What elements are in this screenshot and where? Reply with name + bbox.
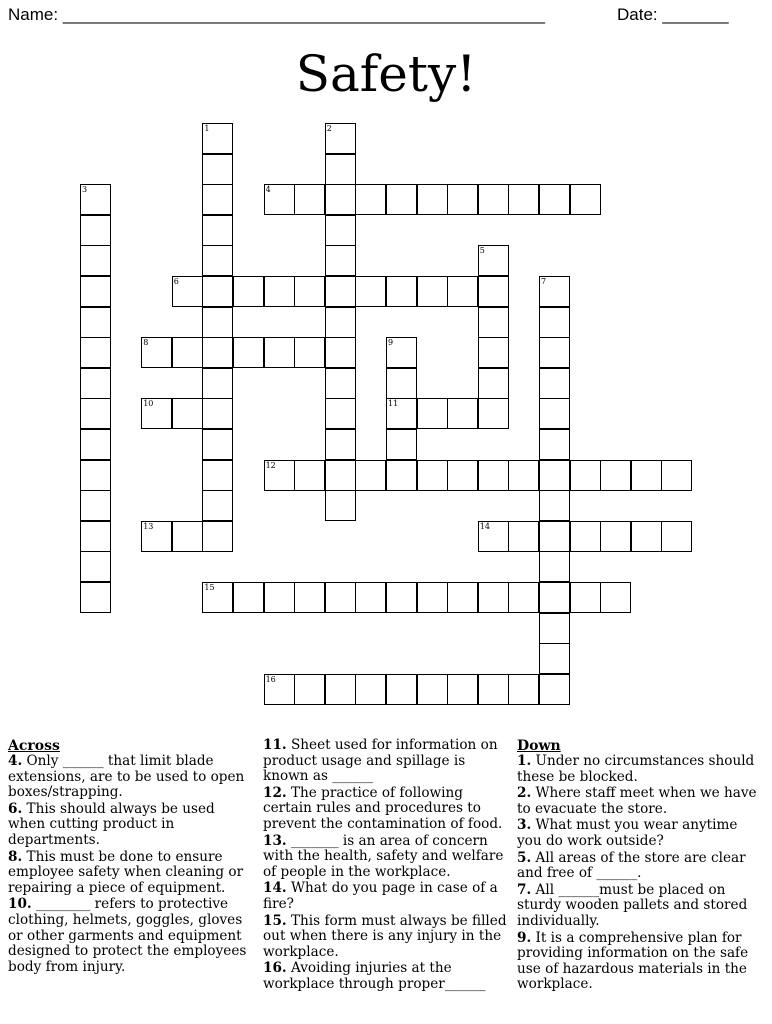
crossword-cell[interactable]	[141, 398, 172, 429]
crossword-cell[interactable]	[508, 582, 539, 613]
crossword-cell[interactable]	[325, 154, 356, 185]
clue-item-text: Avoiding injuries at the workplace through proper______	[263, 960, 486, 992]
crossword-cell[interactable]	[539, 337, 570, 368]
clue-number: 5	[479, 246, 485, 256]
across-clues-column-1	[8, 738, 248, 976]
clue-item-text: Where staff meet when we have to evacuate the store.	[517, 785, 757, 817]
clue-number: 1	[204, 124, 210, 133]
crossword-cell[interactable]	[80, 490, 111, 521]
crossword-cell[interactable]	[570, 521, 601, 552]
crossword-cell[interactable]	[539, 643, 570, 674]
crossword-cell[interactable]	[202, 123, 233, 154]
clue-item-number: 12.	[263, 784, 287, 801]
clue-item	[8, 850, 248, 897]
clue-item-number: 10.	[8, 896, 32, 913]
clue-number: 6	[173, 277, 179, 286]
clue-number: 12	[265, 460, 276, 470]
crossword-cell[interactable]	[447, 674, 478, 705]
clue-item-number: 13.	[263, 832, 287, 849]
crossword-cell[interactable]	[233, 337, 264, 368]
crossword-cell[interactable]	[202, 368, 233, 399]
crossword-cell[interactable]	[202, 582, 233, 613]
crossword-cell[interactable]	[325, 245, 356, 276]
crossword-cell[interactable]	[325, 184, 356, 215]
crossword-cell[interactable]	[355, 276, 386, 307]
crossword-cell[interactable]	[539, 521, 570, 552]
date-label: Date:	[617, 5, 658, 24]
crossword-cell[interactable]	[202, 215, 233, 246]
crossword-cell[interactable]	[539, 429, 570, 460]
clue-item-text: ________ refers to protective clothing, helmets, goggles, gloves or other garments and equipment designed to protect the employees body from injury.	[8, 896, 247, 975]
clue-item-text: This should always be used when cutting product in departments.	[8, 800, 215, 848]
crossword-cell[interactable]	[570, 582, 601, 613]
crossword-cell[interactable]	[325, 674, 356, 705]
crossword-cell[interactable]	[631, 460, 662, 491]
crossword-cell[interactable]	[355, 184, 386, 215]
crossword-cell[interactable]	[202, 307, 233, 338]
clue-item	[8, 754, 248, 801]
clue-item	[517, 754, 762, 785]
clue-item	[8, 897, 248, 975]
crossword-cell[interactable]	[202, 429, 233, 460]
clue-item-text: It is a comprehensive plan for providing information on the safe use of hazardous materials in the workplace.	[517, 929, 749, 993]
crossword-cell[interactable]	[539, 490, 570, 521]
crossword-cell[interactable]	[294, 582, 325, 613]
crossword-cell[interactable]	[264, 276, 295, 307]
crossword-cell[interactable]	[447, 398, 478, 429]
crossword-cell[interactable]	[386, 184, 417, 215]
crossword-cell[interactable]	[325, 490, 356, 521]
crossword-cell[interactable]	[600, 582, 631, 613]
clue-number: 13	[143, 521, 154, 531]
down-heading: Down	[517, 738, 561, 754]
crossword-cell[interactable]	[386, 368, 417, 399]
clue-item-text: What do you page in case of a fire?	[263, 880, 498, 912]
clue-item-number: 2.	[517, 785, 532, 802]
crossword-cell[interactable]	[386, 674, 417, 705]
clue-item-text: What must you wear anytime you do work outside?	[517, 817, 738, 849]
crossword-cell[interactable]	[478, 521, 509, 552]
crossword-cell[interactable]	[478, 460, 509, 491]
crossword-cell[interactable]	[80, 429, 111, 460]
crossword-cell[interactable]	[172, 276, 203, 307]
clue-number: 7	[541, 277, 547, 286]
crossword-cell[interactable]	[294, 184, 325, 215]
crossword-cell[interactable]	[539, 276, 570, 307]
crossword-cell[interactable]	[141, 521, 172, 552]
clue-item-number: 4.	[8, 753, 23, 769]
crossword-cell[interactable]	[264, 582, 295, 613]
crossword-cell[interactable]	[80, 245, 111, 276]
crossword-cell[interactable]	[264, 460, 295, 491]
crossword-cell[interactable]	[202, 184, 233, 215]
clue-item-number: 8.	[8, 848, 23, 865]
clue-number: 3	[82, 185, 88, 195]
clue-item-text: _______ is an area of concern with the health, safety and welfare of people in the workplace.	[263, 832, 504, 880]
crossword-cell[interactable]	[294, 337, 325, 368]
crossword-cell[interactable]	[417, 184, 448, 215]
crossword-cell[interactable]	[325, 123, 356, 154]
crossword-cell[interactable]	[386, 337, 417, 368]
clue-item-number: 1.	[517, 753, 532, 769]
crossword-cell[interactable]	[539, 551, 570, 582]
crossword-cell[interactable]	[570, 184, 601, 215]
crossword-cell[interactable]	[447, 460, 478, 491]
clue-number: 11	[388, 399, 399, 409]
crossword-cell[interactable]	[294, 674, 325, 705]
crossword-cell[interactable]	[172, 398, 203, 429]
clue-item-number: 6.	[8, 800, 23, 817]
crossword-cell[interactable]	[80, 368, 111, 399]
crossword-cell[interactable]	[386, 429, 417, 460]
crossword-cell[interactable]	[631, 521, 662, 552]
clue-item-text: All ______must be placed on sturdy wooden pallets and stored individually.	[517, 881, 748, 929]
crossword-cell[interactable]	[478, 307, 509, 338]
crossword-cell[interactable]	[417, 582, 448, 613]
crossword-cell[interactable]	[539, 184, 570, 215]
clue-number: 2	[326, 124, 332, 133]
crossword-cell[interactable]	[80, 215, 111, 246]
crossword-cell[interactable]	[80, 184, 111, 215]
crossword-cell[interactable]	[539, 674, 570, 705]
clue-item-text: The practice of following certain rules and procedures to prevent the contamination of food.	[263, 784, 503, 832]
crossword-cell[interactable]	[202, 245, 233, 276]
date-line: _______	[662, 5, 729, 24]
crossword-cell[interactable]	[325, 368, 356, 399]
crossword-cell[interactable]	[325, 307, 356, 338]
down-clues-column	[517, 738, 762, 994]
crossword-cell[interactable]	[508, 460, 539, 491]
crossword-cell[interactable]	[478, 398, 509, 429]
crossword-cell[interactable]	[172, 337, 203, 368]
page-title: Safety!	[295, 45, 477, 103]
clue-number: 8	[143, 338, 149, 348]
crossword-cell[interactable]	[80, 460, 111, 491]
crossword-cell[interactable]	[325, 215, 356, 246]
clue-item-number: 11.	[263, 737, 287, 753]
crossword-cell[interactable]	[417, 276, 448, 307]
crossword-cell[interactable]	[80, 337, 111, 368]
crossword-cell[interactable]	[539, 398, 570, 429]
clue-item-number: 9.	[517, 929, 532, 946]
crossword-cell[interactable]	[325, 398, 356, 429]
crossword-cell[interactable]	[478, 276, 509, 307]
clue-item	[517, 818, 762, 849]
crossword-cell[interactable]	[202, 154, 233, 185]
crossword-cell[interactable]	[172, 521, 203, 552]
crossword-cell[interactable]	[539, 368, 570, 399]
clue-item	[263, 834, 508, 881]
crossword-cell[interactable]	[294, 276, 325, 307]
crossword-cell[interactable]	[325, 337, 356, 368]
crossword-cell[interactable]	[600, 521, 631, 552]
clue-item	[517, 851, 762, 882]
crossword-cell[interactable]	[355, 460, 386, 491]
clue-item-text: This must be done to ensure employee safety when cleaning or repairing a piece of equipment.	[8, 848, 244, 896]
clue-item-number: 5.	[517, 849, 532, 866]
across-clues-column-2	[263, 738, 508, 994]
crossword-cell[interactable]	[478, 337, 509, 368]
crossword-cell[interactable]	[80, 276, 111, 307]
crossword-cell[interactable]	[202, 276, 233, 307]
clue-number: 15	[204, 583, 215, 592]
clue-number: 14	[479, 521, 490, 531]
clue-item-text: Under no circumstances should these be blocked.	[517, 753, 755, 785]
crossword-cell[interactable]	[80, 398, 111, 429]
crossword-cell[interactable]	[325, 582, 356, 613]
clue-item-number: 3.	[517, 817, 532, 834]
crossword-cell[interactable]	[417, 460, 448, 491]
crossword-cell[interactable]	[600, 460, 631, 491]
crossword-cell[interactable]	[325, 460, 356, 491]
crossword-cell[interactable]	[264, 184, 295, 215]
name-label: Name:	[8, 5, 59, 24]
clue-item	[263, 881, 508, 912]
clue-item-number: 15.	[263, 912, 287, 929]
clue-item	[263, 738, 508, 785]
crossword-cell[interactable]	[233, 276, 264, 307]
crossword-cell[interactable]	[386, 276, 417, 307]
crossword-cell[interactable]	[355, 582, 386, 613]
clue-item	[263, 786, 508, 833]
crossword-cell[interactable]	[80, 307, 111, 338]
clue-number: 16	[265, 674, 276, 684]
clue-number: 10	[143, 399, 154, 409]
clue-number: 9	[388, 338, 394, 348]
crossword-cell[interactable]	[202, 521, 233, 552]
clue-item	[8, 802, 248, 849]
crossword-cell[interactable]	[202, 337, 233, 368]
crossword-cell[interactable]	[539, 613, 570, 644]
crossword-cell[interactable]	[570, 460, 601, 491]
clue-item	[517, 931, 762, 993]
name-line: ___________________________________________________	[62, 5, 545, 24]
clue-item-number: 14.	[263, 880, 287, 897]
clue-item-text: Only ______ that limit blade extensions, are to be used to open boxes/strapping.	[8, 753, 245, 801]
clue-number: 4	[265, 185, 271, 195]
crossword-cell[interactable]	[325, 276, 356, 307]
clue-item-number: 16.	[263, 960, 287, 977]
crossword-cell[interactable]	[478, 245, 509, 276]
clue-item	[263, 914, 508, 961]
crossword-cell[interactable]	[325, 429, 356, 460]
crossword-cell[interactable]	[417, 398, 448, 429]
crossword-cell[interactable]	[264, 337, 295, 368]
crossword-cell[interactable]	[478, 368, 509, 399]
crossword-cell[interactable]	[661, 521, 692, 552]
crossword-cell[interactable]	[478, 184, 509, 215]
clue-item-text: This form must always be filled out when there is any injury in the workplace.	[263, 912, 507, 960]
crossword-cell[interactable]	[447, 184, 478, 215]
crossword-cell[interactable]	[386, 398, 417, 429]
crossword-cell[interactable]	[539, 582, 570, 613]
crossword-cell[interactable]	[447, 582, 478, 613]
clue-item	[517, 883, 762, 930]
crossword-cell[interactable]	[202, 460, 233, 491]
across-heading: Across	[8, 738, 60, 754]
crossword-cell[interactable]	[264, 674, 295, 705]
crossword-cell[interactable]	[478, 674, 509, 705]
clue-item-text: All areas of the store are clear and free of ______.	[517, 849, 746, 882]
crossword-cell[interactable]	[355, 674, 386, 705]
crossword-cell[interactable]	[508, 184, 539, 215]
crossword-cell[interactable]	[80, 582, 111, 613]
crossword-cell[interactable]	[508, 674, 539, 705]
crossword-cell[interactable]	[202, 490, 233, 521]
crossword-cell[interactable]	[478, 582, 509, 613]
crossword-cell[interactable]	[417, 674, 448, 705]
crossword-cell[interactable]	[80, 551, 111, 582]
clue-item	[263, 961, 508, 992]
clue-item-number: 7.	[517, 881, 532, 898]
clue-item	[517, 786, 762, 817]
crossword-cell[interactable]	[661, 460, 692, 491]
crossword-cell[interactable]	[80, 521, 111, 552]
crossword-cell[interactable]	[447, 276, 478, 307]
crossword-cell[interactable]	[202, 398, 233, 429]
crossword-cell[interactable]	[539, 307, 570, 338]
clue-item-text: Sheet used for information on product usage and spillage is known as ______	[263, 737, 498, 785]
crossword-cell[interactable]	[508, 521, 539, 552]
crossword-cell[interactable]	[539, 460, 570, 491]
crossword-cell[interactable]	[386, 460, 417, 491]
crossword-cell[interactable]	[294, 460, 325, 491]
crossword-cell[interactable]	[233, 582, 264, 613]
crossword-cell[interactable]	[141, 337, 172, 368]
crossword-cell[interactable]	[386, 582, 417, 613]
